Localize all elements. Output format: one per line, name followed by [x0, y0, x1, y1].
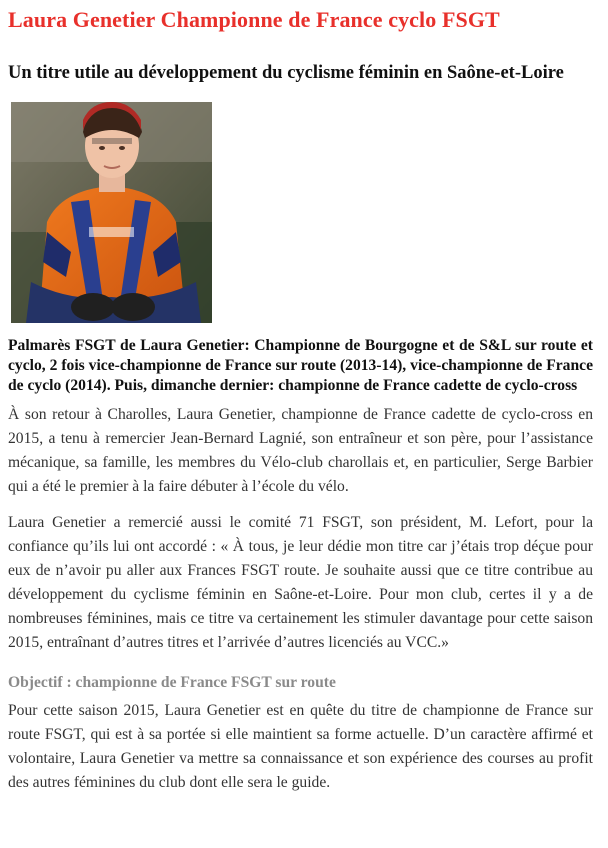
cyclist-photo: [11, 102, 212, 323]
article-lead: Palmarès FSGT de Laura Genetier: Championne de Bourgogne et de S&L sur route et cyclo, 2 fois vice-championne de France sur route (2013-14), vice-championne de France de cyclo (2014). Puis, dimanche dernier: championne de France cadette de cyclo-cross: [8, 337, 593, 395]
section-paragraph: Pour cette saison 2015, Laura Genetier est en quête du titre de championne de France sur route FSGT, qui est à sa portée si elle maintient sa forme actuelle. D’un caractère affirmé et volontaire, Laura Genetier va mettre sa connaissance et son expérience des courses au profit des autres féminines du club dont elle sera le guide.: [8, 701, 593, 791]
article: [8, 0, 593, 795]
body-paragraph-2: Laura Genetier a remercié aussi le comité 71 FSGT, son président, M. Lefort, pour la confiance qu’ils lui ont accordé : « À tous, je leur dédie mon titre car j’étais trop déçue pour eux de n’avoir pu aller aux Frances FSGT route. Je souhaite aussi que ce titre contribue au développement du cyclisme féminin en Saône-et-Loire. Pour mon club, certes il y a de nombreuses féminines, mais ce titre va certainement les stimuler davantage pour cette saison 2015, entraînant d’autres titres et l’arrivée d’autres licenciés au VCC.»: [8, 513, 593, 651]
article-title: Laura Genetier Championne de France cyclo FSGT: [8, 7, 500, 32]
body-paragraph-1: À son retour à Charolles, Laura Genetier, championne de France cadette de cyclo-cross en 2015, a tenu à remercier Jean-Bernard Lagnié, son entraîneur et son père, pour l’assistance mécanique, sa famille, les membres du Vélo-club charollais et, en particulier, Serge Barbier qui a été le premier à la faire débuter à l’école du vélo.: [8, 405, 593, 495]
section-heading: Objectif : championne de France FSGT sur route: [8, 673, 336, 691]
article-subtitle: Un titre utile au développement du cyclisme féminin en Saône-et-Loire: [8, 63, 564, 83]
